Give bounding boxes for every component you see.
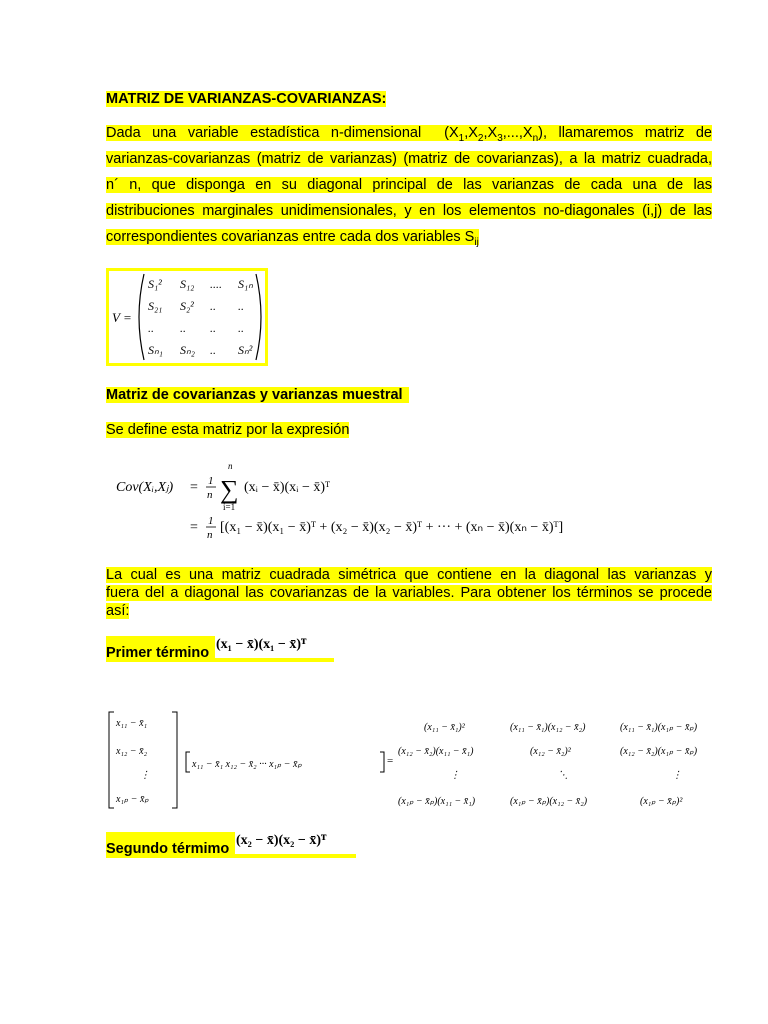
expansion-figure	[106, 710, 731, 814]
cov-eq: =	[190, 480, 198, 495]
matrix-v-cell: Sₙ²	[238, 343, 253, 357]
segundo-label: Segundo térmimo	[106, 841, 230, 857]
result-cell: (x₁ₚ − x̄ₚ)(x₁₂ − x̄₂)	[510, 796, 588, 807]
frac-den: n	[207, 489, 213, 501]
tuple-var: $X_3$	[487, 125, 503, 144]
sum-bottom: i=1	[223, 502, 236, 512]
result-cell: (x₁₂ − x̄₂)²	[530, 746, 571, 757]
intro-line-5: correspondientes covarianzas entre cada dos variables $S_{ij}$	[106, 229, 479, 248]
segundo-formula: (x₂ − x̄)(x₂ − x̄)ᵀ	[236, 833, 327, 848]
cov-eq2: =	[190, 520, 198, 535]
result-cell: ⋮	[672, 770, 682, 781]
col-vector-entry: x₁₂ − x̄₂	[116, 746, 148, 757]
intro-line-2: varianzas-covarianzas (matriz de varianzas) (matriz de covarianzas), a la matriz cuadrada,	[106, 151, 712, 167]
matrix-v-cell: ..	[210, 343, 216, 357]
matrix-v-cell: ..	[148, 321, 154, 335]
matrix-v-cell: S₂₁	[148, 299, 163, 313]
section-heading-sample: Matriz de covarianzas y varianzas muestral	[106, 386, 409, 404]
frac-num: 1	[208, 475, 214, 487]
tuple-var: $X_n$	[522, 125, 539, 144]
result-cell: ⋮	[450, 770, 460, 781]
matrix-v-cell: ..	[238, 321, 244, 335]
result-cell: (x₁₂ − x̄₂)(x₁₁ − x̄₁)	[398, 746, 474, 757]
result-cell: (x₁₁ − x̄₁)(x₁₂ − x̄₂)	[510, 722, 586, 733]
row-vector: x₁₁ − x̄₁ x₁₂ − x̄₂ ··· x₁ₚ − x̄ₚ	[192, 759, 302, 770]
col-vector-entry: x₁ₚ − x̄ₚ	[116, 794, 149, 805]
cov-lhs: Cov(Xᵢ,Xⱼ)	[116, 480, 174, 495]
explain-paragraph: La cual es una matriz cuadrada simétrica que contiene en la diagonal las varianzas y fuera del a diagonal las covarianzas de la variables. Para obtener los términos se procede así:	[106, 567, 712, 619]
tuple: $X_1,X_2,X_3,...,X_n$	[448, 125, 539, 144]
matrix-v-svg	[106, 268, 268, 366]
matrix-v-left-paren	[139, 274, 144, 360]
result-cell: ⋱	[558, 770, 568, 781]
matrix-v-cell: ..	[210, 299, 216, 313]
matrix-v-lhs: V =	[112, 310, 132, 325]
cov-formula	[110, 458, 670, 548]
col-vector-entry: ⋮	[140, 770, 150, 781]
intro-line-4: distribuciones marginales unidimensionales, y en los elementos no-diagonales (i,j) de las	[106, 203, 712, 219]
matrix-v-cell: ....	[210, 277, 222, 291]
intro-line-3: n´ n, que disponga en su diagonal principal de las varianzas de cada una de las	[106, 177, 712, 193]
frac-den-2: n	[207, 529, 213, 541]
frac-num-2: 1	[208, 515, 214, 527]
result-cell: (x₁₁ − x̄₁)²	[424, 722, 465, 733]
matrix-v-right-paren	[256, 274, 261, 360]
matrix-v-cell: ..	[180, 321, 186, 335]
sum-sign: ∑	[220, 475, 239, 504]
matrix-v-figure	[106, 268, 268, 366]
result-cell: (x₁ₚ − x̄ₚ)(x₁₁ − x̄₁)	[398, 796, 476, 807]
sum-top: n	[228, 461, 233, 471]
matrix-v-cell: Sₙ₂	[180, 343, 195, 357]
matrix-v-cell: Sₙ₁	[148, 343, 163, 357]
matrix-v-cell: S₁ₙ	[238, 277, 253, 291]
col-vector-entry: x₁₁ − x̄₁	[116, 718, 148, 729]
matrix-v-cell: S₂²	[180, 299, 194, 313]
tuple-var: $X_1$	[448, 125, 465, 144]
cov-line2: [(x₁ − x̄)(x₁ − x̄)ᵀ + (x₂ − x̄)(x₂ − x̄)ᵀ + ··· + (xₙ − x̄)(xₙ − x̄)ᵀ]	[220, 520, 564, 535]
matrix-v-cell: ..	[210, 321, 216, 335]
tuple-var: $X_2$	[468, 125, 484, 144]
define-text: Se define esta matriz por la expresión	[106, 422, 350, 438]
result-cell: (x₁₂ − x̄₂)(x₁ₚ − x̄ₚ)	[620, 746, 698, 757]
primer-formula: (x₁ − x̄)(x₁ − x̄)ᵀ	[216, 637, 307, 652]
matrix-v-cell: ..	[238, 299, 244, 313]
result-cell: (x₁ₚ − x̄ₚ)²	[640, 796, 683, 807]
result-cell: (x₁₁ − x̄₁)(x₁ₚ − x̄ₚ)	[620, 722, 698, 733]
matrix-v-cell: S₁²	[148, 277, 162, 291]
primer-label: Primer término	[106, 645, 210, 661]
cov-term1: (xᵢ − x̄)(xᵢ − x̄)ᵀ	[244, 480, 331, 495]
intro-paragraph	[106, 123, 712, 253]
section-heading-matrix: MATRIZ DE VARIANZAS-COVARIANZAS:	[106, 91, 387, 107]
intro-line-1: Dada una variable estadística n-dimensional $(X_1,X_2,X_3,...,X_n)$, llamaremos matriz de	[106, 125, 712, 144]
matrix-v-cell: S₁₂	[180, 277, 195, 291]
expansion-equals: =	[387, 755, 394, 767]
